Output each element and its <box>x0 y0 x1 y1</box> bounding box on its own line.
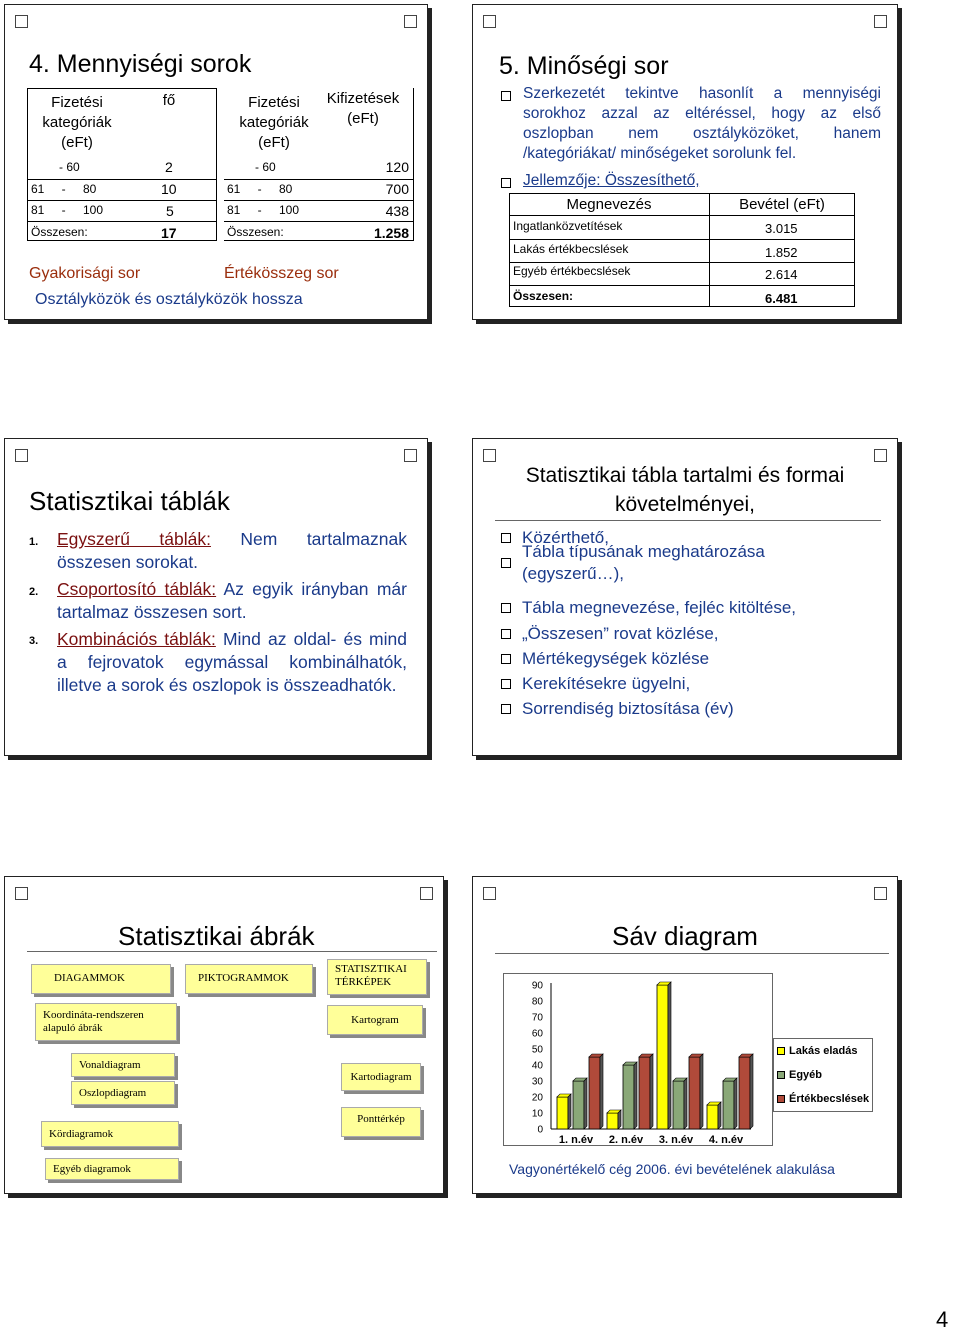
box-piktogrammok: PIKTOGRAMMOK <box>185 964 313 994</box>
row-label: Ingatlanközvetítések <box>513 219 623 233</box>
list-item: „Összesen” rovat közlése, <box>501 623 719 645</box>
bar-side <box>700 1054 703 1129</box>
x-tick-label: 3. n.év <box>658 1134 694 1146</box>
bar <box>573 1081 584 1129</box>
list-item: Kerekítésekre ügyelni, <box>501 673 690 695</box>
bar <box>689 1057 700 1129</box>
slide-title: 4. Mennyiségi sorok <box>29 50 252 78</box>
bullet-square-icon <box>501 558 511 568</box>
header-cell: Kifizetések (eFt) <box>326 90 400 127</box>
row-value: 5 <box>166 203 174 219</box>
slide-mennyisegi-sorok <box>4 4 428 320</box>
legend-item: Egyéb <box>777 1067 822 1083</box>
box-kordiagramok: Kördiagramok <box>41 1121 179 1147</box>
row-value: 700 <box>385 181 409 197</box>
box-kartodiagram: Kartodiagram <box>341 1063 421 1091</box>
bar-side <box>684 1078 687 1129</box>
box-terkepek: STATISZTIKAI TÉRKÉPEK <box>327 959 427 995</box>
row-value: 10 <box>161 181 177 197</box>
row-value: 120 <box>385 159 409 175</box>
y-tick-label: 10 <box>531 1108 543 1120</box>
row-value: 1.852 <box>765 244 798 260</box>
box-oszlopdiagram: Oszlopdiagram <box>71 1081 175 1105</box>
list-item: Tábla megnevezése, fejléc kitöltése, <box>501 597 796 619</box>
slide-minosegi-sor <box>472 4 898 320</box>
chart-caption: Vagyonértékelő cég 2006. évi bevételének alakulása <box>509 1161 835 1177</box>
legend-swatch <box>777 1071 785 1079</box>
bar-side <box>650 1054 653 1129</box>
y-tick-label: 70 <box>531 1012 543 1024</box>
list-item: Közérthető, <box>501 527 609 549</box>
bar <box>673 1081 684 1129</box>
bar <box>739 1057 750 1129</box>
y-tick-label: 30 <box>531 1076 543 1088</box>
bar-side <box>568 1094 571 1129</box>
label-frequency-series: Gyakorisági sor <box>29 265 141 282</box>
bar-side <box>618 1110 621 1129</box>
row-label: - 60 <box>255 160 276 174</box>
box-koordinata: Koordináta-rendszeren alapuló ábrák <box>35 1003 177 1041</box>
bar <box>723 1081 734 1129</box>
page-number: 4 <box>936 1307 949 1332</box>
row-value: 438 <box>385 203 409 219</box>
total-value: 1.258 <box>373 225 409 241</box>
x-tick-label: 4. n.év <box>708 1134 744 1146</box>
bullet-square-icon <box>501 178 511 188</box>
legend-item: Lakás eladás <box>777 1043 858 1059</box>
bullet-square-icon <box>501 704 511 714</box>
row-label: - 60 <box>59 160 80 174</box>
bar-side <box>734 1078 737 1129</box>
total-label: Összesen: <box>513 289 574 303</box>
box-vonaldiagram: Vonaldiagram <box>71 1053 175 1077</box>
slide-statisztikai-tablak: Statisztikai táblák 1. Egyszerű táblák: Nem tartalmaznak összesen sorokat. 2. Csoportosító táblák: Az egyik irányban már tartalmaz összesen sort. 3. Kombinációs táblák: Mind az oldal- és mind a fejrovatok egymással kombinálhatók, illetve a sorok és oszlopok is összeadhatók. <box>4 438 428 756</box>
header-cell: fő <box>162 91 176 109</box>
slide-title: Statisztikai tábla tartalmi és formai követelményei, <box>525 464 845 516</box>
bar <box>623 1065 634 1129</box>
row-value: 2.614 <box>765 266 798 282</box>
slide-title: 5. Minőségi sor <box>499 52 669 80</box>
bar <box>639 1057 650 1129</box>
bullet-square-icon <box>501 91 511 101</box>
row-label: 81 - 100 <box>31 203 104 217</box>
bar-side <box>634 1062 637 1129</box>
box-diagrammok: DIAGAMMOK <box>31 964 171 994</box>
total-label: Összesen: <box>227 225 284 239</box>
bar <box>589 1057 600 1129</box>
total-value: 17 <box>161 225 177 241</box>
y-tick-label: 0 <box>537 1124 543 1136</box>
bullet-square-icon <box>501 629 511 639</box>
slide-statisztikai-abrak <box>4 876 444 1194</box>
total-value: 6.481 <box>765 290 798 306</box>
box-kartogram: Kartogram <box>327 1005 423 1035</box>
total-label: Összesen: <box>31 225 88 239</box>
row-value: 3.015 <box>765 220 798 236</box>
y-tick-label: 60 <box>531 1028 543 1040</box>
bar-side <box>668 982 671 1129</box>
bar <box>707 1105 718 1129</box>
slide-title: Statisztikai táblák <box>29 486 230 516</box>
label-value-series: Értékösszeg sor <box>224 265 339 282</box>
header-cell: Fizetési kategóriák (eFt) <box>239 94 309 151</box>
bar-chart <box>473 877 899 1195</box>
slide-kovetelmenyek <box>472 438 898 756</box>
row-label: Egyéb értékbecslések <box>513 264 631 278</box>
bar-side <box>718 1102 721 1129</box>
row-label: 81 - 100 <box>227 203 300 217</box>
label-classes: Osztályközök és osztályközök hossza <box>35 291 303 308</box>
header-cell: Fizetési kategóriák (eFt) <box>42 94 112 151</box>
x-tick-label: 1. n.év <box>558 1134 594 1146</box>
bullet-text: Szerkezetét tekintve hasonlít a mennyiségi sorokhoz azzal az eltéréssel, hogy az első oszlopban nem osztályközöket, hanem /kategóriákat/ minőségeket sorolunk fel. <box>523 85 881 162</box>
y-tick-label: 20 <box>531 1092 543 1104</box>
row-label: 61 - 80 <box>227 182 293 196</box>
list-item: Tábla típusának meghatározása (egyszerű…), <box>501 552 822 574</box>
bullet-square-icon <box>501 533 511 543</box>
bullet-square-icon <box>501 654 511 664</box>
slide-title: Sáv diagram <box>612 921 758 951</box>
bar <box>657 985 668 1129</box>
slide-title: Statisztikai ábrák <box>118 921 315 951</box>
x-tick-label: 2. n.év <box>608 1134 644 1146</box>
box-pontterkep: Ponttérkép <box>341 1107 421 1137</box>
bar-side <box>600 1054 603 1129</box>
row-label: 61 - 80 <box>31 182 97 196</box>
box-egyeb-diagramok: Egyéb diagramok <box>45 1158 179 1180</box>
legend-item: Értékbecslések <box>777 1091 869 1107</box>
bar-side <box>750 1054 753 1129</box>
list-item: Sorrendiség biztosítása (év) <box>501 698 734 720</box>
y-tick-label: 90 <box>531 980 543 992</box>
legend-swatch <box>777 1047 785 1055</box>
legend-swatch <box>777 1095 785 1103</box>
row-label: Lakás értékbecslések <box>513 242 629 256</box>
bar <box>607 1113 618 1129</box>
header-cell: Megnevezés <box>566 195 652 213</box>
bullet-square-icon <box>501 679 511 689</box>
header-cell: Bevétel (eFt) <box>739 195 825 213</box>
bar <box>557 1097 568 1129</box>
y-tick-label: 40 <box>531 1060 543 1072</box>
bullet-text: Jellemzője: Összesíthető, <box>523 172 700 189</box>
row-value: 2 <box>165 159 173 175</box>
list-item: Mértékegységek közlése <box>501 648 709 670</box>
bar-side <box>584 1078 587 1129</box>
y-tick-label: 50 <box>531 1044 543 1056</box>
bullet-square-icon <box>501 603 511 613</box>
y-tick-label: 80 <box>531 996 543 1008</box>
slide-sav-diagram <box>472 876 898 1194</box>
